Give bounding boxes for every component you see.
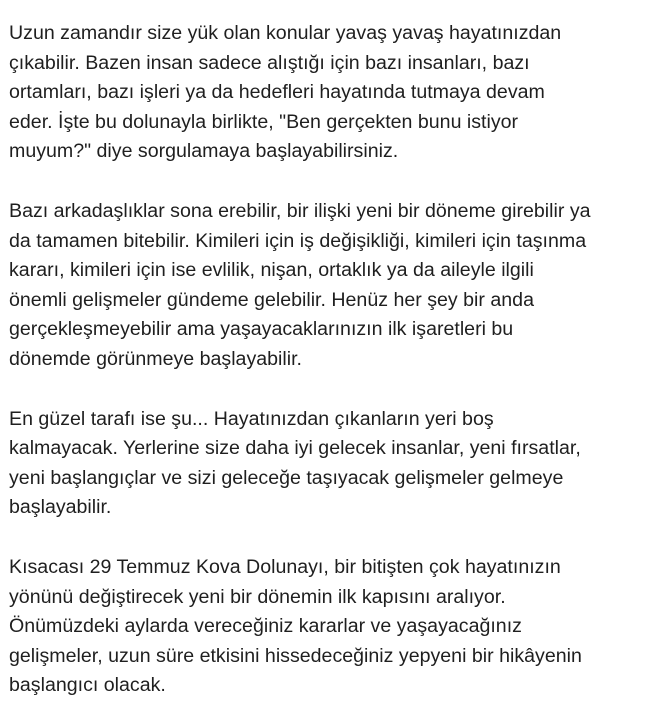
- text-line: yönünü değiştirecek yeni bir dönemin ilk kapısını aralıyor.: [9, 585, 506, 608]
- text-line: kalmayacak. Yerlerine size daha iyi gelecek insanlar, yeni fırsatlar,: [9, 437, 581, 460]
- text-line: Önümüzdeki aylarda vereceğiniz kararlar ve yaşayacağınız: [9, 615, 522, 638]
- text-line: muyum?" diye sorgulamaya başlayabilirsiniz.: [9, 140, 399, 163]
- text-line: Uzun zamandır size yük olan konular yavaş yavaş hayatınızdan: [9, 22, 562, 44]
- text-line: ortamları, bazı işleri ya da hedefleri hayatında tutmaya devam: [9, 81, 545, 104]
- text-line: Kısacası 29 Temmuz Kova Dolunayı, bir bitişten çok hayatınızın: [9, 555, 561, 578]
- text-line: çıkabilir. Bazen insan sadece alıştığı için bazı insanları, bazı: [9, 51, 530, 74]
- text-line: başlayabilir.: [9, 496, 112, 519]
- text-line: yeni başlangıçlar ve sizi geleceğe taşıyacak gelişmeler gelmeye: [9, 466, 564, 489]
- text-line: gelişmeler, uzun süre etkisini hissedeceğiniz yepyeni bir hikâyenin: [9, 644, 582, 667]
- text-line: dönemde görünmeye başlayabilir.: [9, 347, 302, 370]
- paragraph-2: [9, 197, 655, 375]
- text-line: önemli gelişmeler gündeme gelebilir. Henüz her şey bir anda: [9, 288, 534, 311]
- paragraph-4: [9, 553, 655, 701]
- text-line: En güzel tarafı ise şu... Hayatınızdan çıkanların yeri boş: [9, 407, 494, 430]
- text-line: kararı, kimileri için ise evlilik, nişan, ortaklık ya da aileyle ilgili: [9, 259, 534, 282]
- paragraph-1: [9, 19, 655, 167]
- text-line: da tamamen bitebilir. Kimileri için iş değişikliği, kimileri için taşınma: [9, 229, 587, 252]
- text-line: gerçekleşmeyebilir ama yaşayacaklarınızın ilk işaretleri bu: [9, 318, 514, 341]
- paragraph-3: [9, 405, 655, 523]
- text-line: başlangıcı olacak.: [9, 674, 166, 697]
- text-line: eder. İşte bu dolunayla birlikte, "Ben gerçekten bunu istiyor: [9, 110, 519, 133]
- text-line: Bazı arkadaşlıklar sona erebilir, bir ilişki yeni bir döneme girebilir ya: [9, 199, 591, 222]
